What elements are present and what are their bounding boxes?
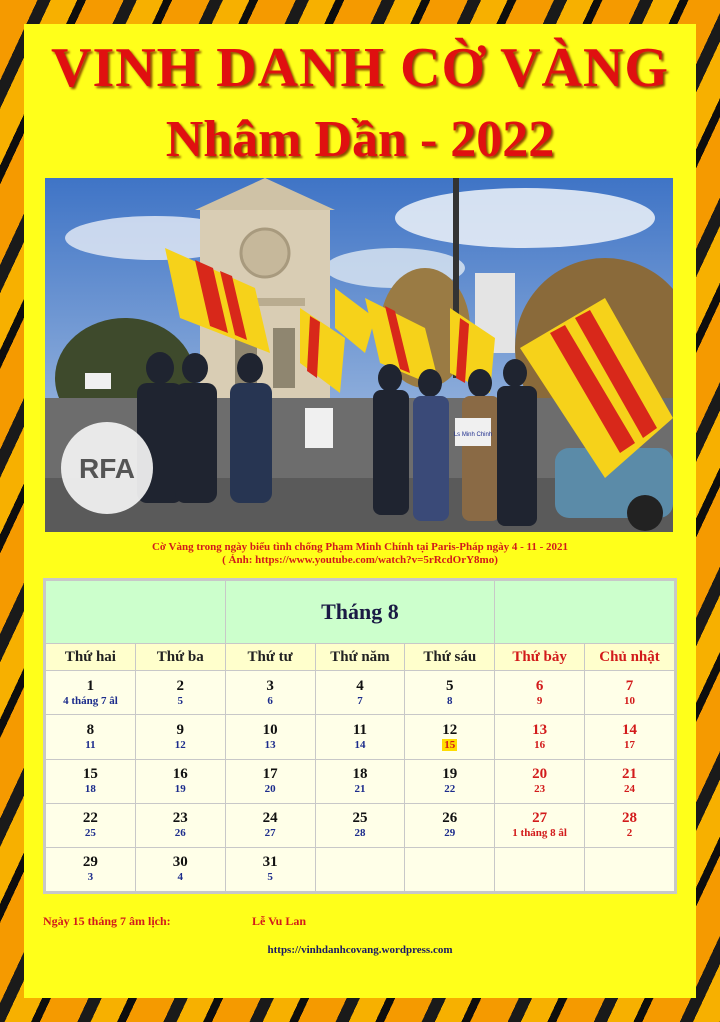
solar-day: 20 bbox=[532, 766, 548, 783]
lunar-day-text: 3 bbox=[87, 871, 94, 884]
lunar-day bbox=[46, 870, 135, 884]
weekday-header: Chủ nhật bbox=[585, 644, 675, 671]
calendar-day-cell bbox=[495, 715, 585, 759]
month-header-cell bbox=[225, 581, 495, 644]
lunar-day bbox=[136, 826, 225, 840]
calendar-day-cell bbox=[405, 671, 495, 715]
solar-day: 8 bbox=[86, 721, 95, 738]
solar-day: 5 bbox=[446, 677, 454, 694]
solar-day: 6 bbox=[535, 677, 544, 694]
lunar-day-text: 4 tháng 7 âl bbox=[63, 694, 118, 707]
calendar-day-cell bbox=[495, 759, 585, 803]
lunar-day bbox=[46, 738, 135, 752]
lunar-day bbox=[46, 694, 135, 708]
solar-day: 21 bbox=[622, 766, 638, 783]
solar-day: 9 bbox=[176, 721, 185, 738]
lunar-day-text: 23 bbox=[534, 783, 546, 796]
month-calendar bbox=[43, 578, 677, 894]
lunar-day bbox=[405, 694, 494, 708]
lunar-day bbox=[316, 826, 405, 840]
lunar-day bbox=[405, 782, 494, 796]
lunar-day bbox=[585, 694, 674, 708]
weekday-header-row bbox=[46, 644, 675, 671]
lunar-day bbox=[585, 782, 674, 796]
lunar-day-text: 8 bbox=[447, 694, 453, 707]
rfa-watermark: RFA bbox=[79, 453, 135, 484]
solar-day: 18 bbox=[352, 766, 368, 783]
lunar-day-text: 12 bbox=[174, 738, 186, 751]
calendar-weeks bbox=[46, 671, 675, 892]
calendar-day-cell bbox=[495, 847, 585, 891]
lunar-day bbox=[495, 826, 584, 840]
lunar-day-text: 14 bbox=[354, 738, 366, 751]
lunar-day bbox=[316, 694, 405, 708]
solar-day: 1 bbox=[86, 677, 95, 694]
calendar-day-cell bbox=[135, 803, 225, 847]
holiday-note-label: Ngày 15 tháng 7 âm lịch: bbox=[43, 914, 171, 928]
lunar-day-text: 16 bbox=[534, 738, 546, 751]
calendar-day-cell bbox=[225, 847, 315, 891]
calendar-week-row bbox=[46, 671, 675, 715]
calendar-day-cell bbox=[585, 671, 675, 715]
solar-day: 25 bbox=[352, 810, 368, 827]
calendar-day-cell bbox=[46, 759, 136, 803]
page-title: VINH DANH CỜ VÀNG bbox=[51, 37, 669, 99]
lunar-day-text: 13 bbox=[264, 738, 276, 751]
lunar-day-text: 17 bbox=[624, 738, 636, 751]
lunar-day-text: 5 bbox=[177, 694, 184, 707]
lunar-day-text: 20 bbox=[264, 783, 276, 796]
lunar-day bbox=[495, 694, 584, 708]
solar-day: 4 bbox=[356, 677, 364, 694]
calendar-day-cell bbox=[405, 715, 495, 759]
page-subtitle: Nhâm Dần - 2022 bbox=[165, 111, 555, 168]
solar-day: 31 bbox=[262, 854, 278, 871]
lunar-day bbox=[226, 826, 315, 840]
calendar-day-cell bbox=[405, 803, 495, 847]
lunar-day bbox=[136, 694, 225, 708]
lunar-day-text: 15 bbox=[444, 738, 456, 751]
lunar-day bbox=[46, 782, 135, 796]
lunar-day-text: 25 bbox=[84, 827, 96, 840]
calendar-day-cell bbox=[135, 715, 225, 759]
solar-day: 2 bbox=[176, 677, 185, 694]
calendar-day-cell bbox=[405, 759, 495, 803]
solar-day: 11 bbox=[352, 721, 368, 738]
weekday-header: Thứ bảy bbox=[495, 644, 585, 671]
calendar-day-cell bbox=[46, 715, 136, 759]
lunar-day bbox=[316, 738, 405, 752]
solar-day: 13 bbox=[532, 721, 548, 738]
lunar-day bbox=[585, 738, 674, 752]
lunar-day bbox=[136, 782, 225, 796]
lunar-day bbox=[495, 738, 584, 752]
lunar-day-text: 10 bbox=[624, 694, 636, 707]
calendar-week-row bbox=[46, 803, 675, 847]
month-header-row bbox=[46, 581, 675, 644]
lunar-day-text: 5 bbox=[267, 871, 273, 884]
weekday-header: Thứ năm bbox=[315, 644, 405, 671]
solar-day: 22 bbox=[82, 810, 98, 827]
lunar-day-text: 11 bbox=[85, 738, 96, 751]
lunar-day-text: 7 bbox=[357, 694, 363, 707]
lunar-day-text: 28 bbox=[354, 827, 366, 840]
calendar-day-cell bbox=[225, 671, 315, 715]
weekday-header: Thứ tư bbox=[225, 644, 315, 671]
lunar-day-text: 27 bbox=[264, 827, 276, 840]
lunar-day bbox=[226, 782, 315, 796]
lunar-day-text: 1 tháng 8 âl bbox=[512, 827, 567, 840]
lunar-day bbox=[316, 782, 405, 796]
calendar-day-cell bbox=[135, 847, 225, 891]
calendar-page bbox=[24, 24, 696, 998]
solar-day: 28 bbox=[622, 810, 638, 827]
photo-caption bbox=[24, 541, 696, 567]
calendar-day-cell bbox=[405, 847, 495, 891]
calendar-day-cell bbox=[225, 803, 315, 847]
holiday-note-value: Lễ Vu Lan bbox=[252, 914, 307, 928]
lunar-day bbox=[226, 870, 315, 884]
weekday-header: Thứ hai bbox=[46, 644, 136, 671]
weekday-header: Thứ sáu bbox=[405, 644, 495, 671]
calendar-week-row bbox=[46, 759, 675, 803]
lunar-day-text: 6 bbox=[267, 694, 273, 707]
lunar-day-text: 19 bbox=[174, 783, 186, 796]
calendar-day-cell bbox=[315, 759, 405, 803]
solar-day: 29 bbox=[82, 854, 98, 871]
weekday-header: Thứ ba bbox=[135, 644, 225, 671]
solar-day: 17 bbox=[262, 766, 278, 783]
lunar-day-text: 26 bbox=[174, 827, 186, 840]
caption-line-1: Cờ Vàng trong ngày biểu tình chống Phạm Minh Chính tại Paris-Pháp ngày 4 - 11 - 2021 bbox=[151, 541, 569, 553]
calendar-day-cell bbox=[585, 759, 675, 803]
photo-illustration bbox=[45, 178, 673, 532]
solar-day: 15 bbox=[82, 766, 98, 783]
calendar-day-cell bbox=[225, 715, 315, 759]
month-header-blank-left bbox=[46, 581, 226, 644]
caption-line-2: ( Ảnh: https://www.youtube.com/watch?v=5rRcdOrY8mo) bbox=[222, 554, 498, 566]
solar-day: 26 bbox=[442, 810, 458, 827]
solar-day: 7 bbox=[625, 677, 634, 694]
calendar-day-cell bbox=[46, 671, 136, 715]
calendar-day-cell bbox=[135, 759, 225, 803]
calendar-day-cell bbox=[46, 847, 136, 891]
calendar-day-cell bbox=[315, 803, 405, 847]
protest-sign-text: Ls Minh Chinh bbox=[453, 432, 493, 438]
lunar-day bbox=[226, 694, 315, 708]
calendar-day-cell bbox=[315, 847, 405, 891]
calendar-day-cell bbox=[135, 671, 225, 715]
calendar-week-row bbox=[46, 715, 675, 759]
lunar-day bbox=[585, 826, 674, 840]
lunar-day-text: 21 bbox=[354, 783, 366, 796]
calendar-day-cell bbox=[315, 671, 405, 715]
lunar-day-text: 22 bbox=[444, 783, 456, 796]
lunar-day-text: 29 bbox=[444, 827, 456, 840]
solar-day: 27 bbox=[532, 810, 548, 827]
protest-photo bbox=[45, 178, 673, 532]
lunar-day bbox=[46, 826, 135, 840]
solar-day: 10 bbox=[262, 721, 278, 738]
lunar-day bbox=[136, 870, 225, 884]
lunar-day bbox=[136, 738, 225, 752]
month-label: Tháng 8 bbox=[321, 599, 399, 625]
calendar-day-cell bbox=[495, 803, 585, 847]
website-link[interactable]: https://vinhdanhcovang.wordpress.com bbox=[267, 944, 453, 956]
calendar-day-cell bbox=[46, 803, 136, 847]
calendar-day-cell bbox=[495, 671, 585, 715]
calendar-week-row bbox=[46, 847, 675, 891]
calendar-day-cell bbox=[585, 715, 675, 759]
lunar-day bbox=[405, 826, 494, 840]
solar-day: 19 bbox=[442, 766, 458, 783]
solar-day: 23 bbox=[172, 810, 188, 827]
calendar-day-cell bbox=[225, 759, 315, 803]
solar-day: 3 bbox=[266, 677, 274, 694]
solar-day: 24 bbox=[262, 810, 278, 827]
solar-day: 14 bbox=[622, 721, 638, 738]
calendar-day-cell bbox=[585, 847, 675, 891]
lunar-day-text: 18 bbox=[84, 783, 96, 796]
lunar-day-text: 2 bbox=[626, 827, 633, 840]
solar-day: 12 bbox=[442, 721, 458, 738]
lunar-day-text: 9 bbox=[536, 694, 543, 707]
month-header-blank-right bbox=[495, 581, 675, 644]
solar-day: 16 bbox=[172, 766, 188, 783]
lunar-day bbox=[405, 738, 494, 752]
lunar-day-text: 4 bbox=[177, 871, 184, 884]
lunar-day bbox=[226, 738, 315, 752]
calendar-day-cell bbox=[585, 803, 675, 847]
lunar-day-text: 24 bbox=[624, 783, 636, 796]
calendar-day-cell bbox=[315, 715, 405, 759]
solar-day: 30 bbox=[172, 854, 188, 871]
lunar-day bbox=[495, 782, 584, 796]
